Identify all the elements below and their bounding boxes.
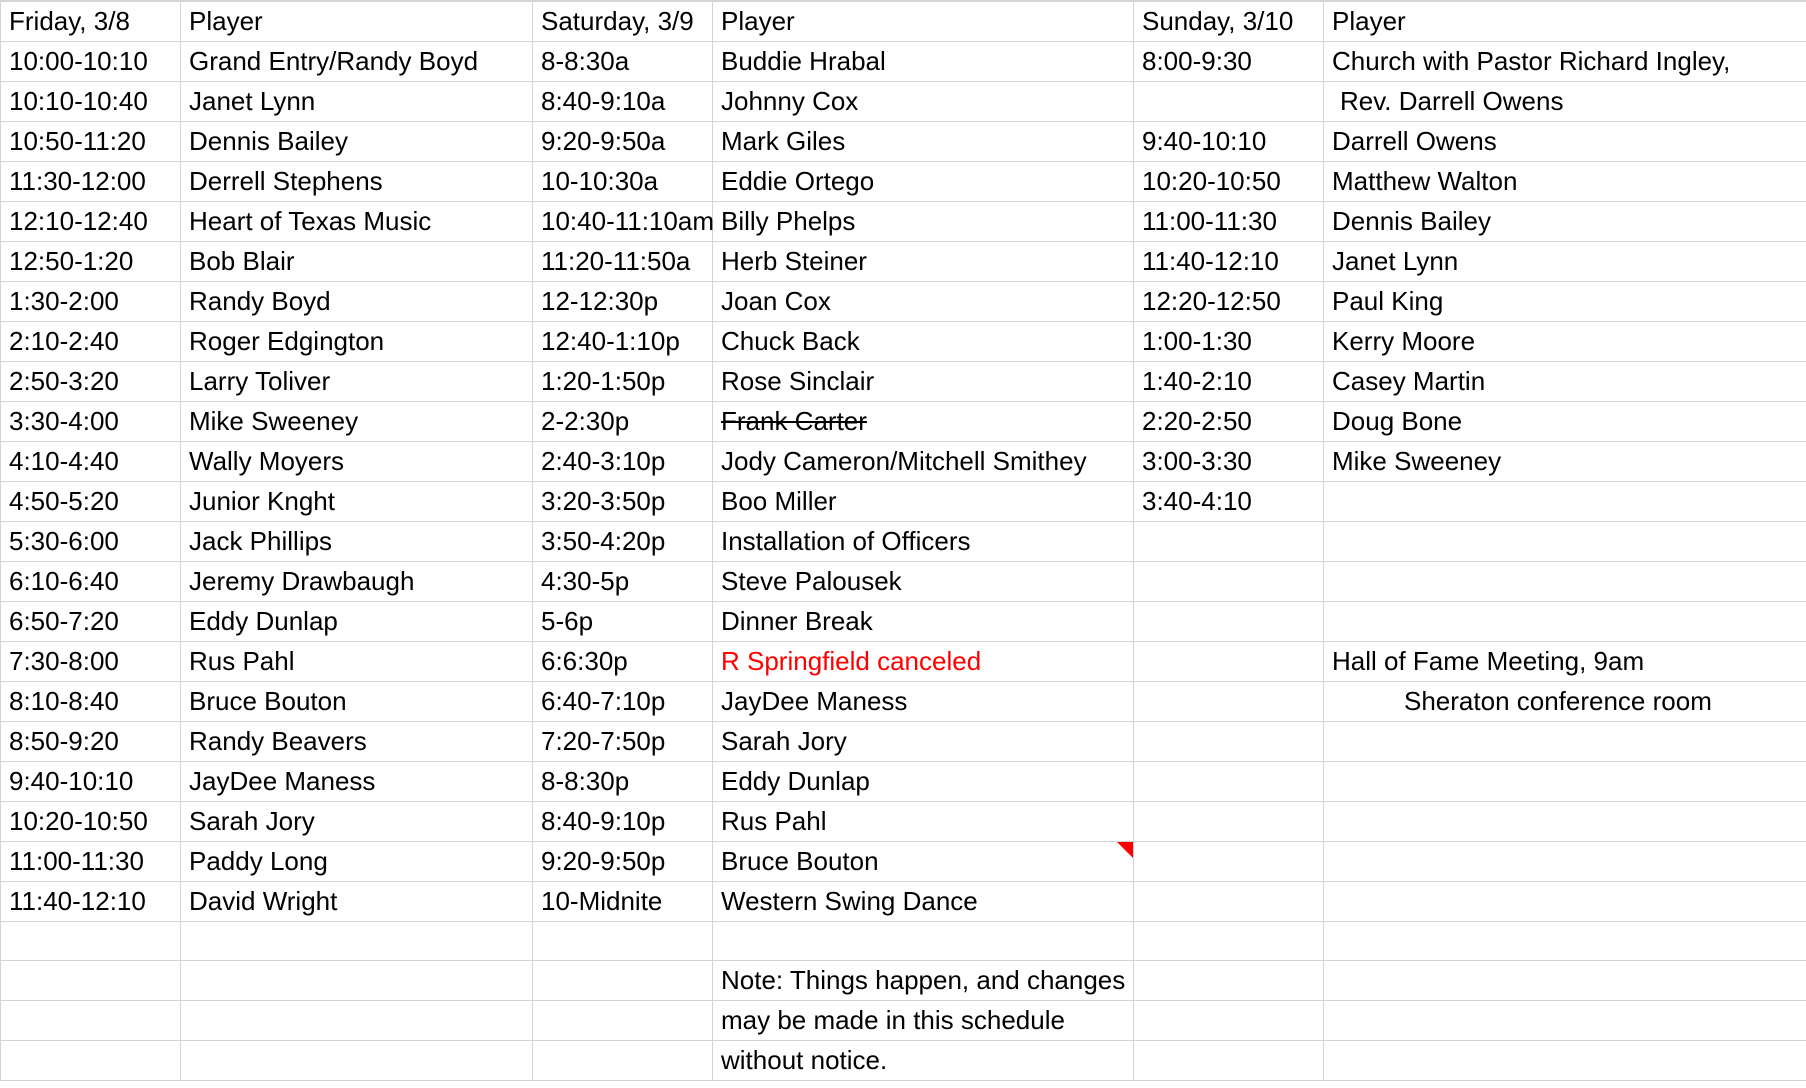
table-row: [1, 42, 1806, 82]
cell-sunday-player[interactable]: [1324, 482, 1806, 522]
table-row: [1, 882, 1806, 922]
cell-friday-player[interactable]: [181, 1041, 533, 1081]
table-row: [1, 1001, 1806, 1041]
cell-saturday-time[interactable]: 6:6:30p: [533, 642, 713, 682]
cell-saturday-player[interactable]: Rus Pahl: [713, 802, 1134, 842]
cell-friday-player[interactable]: David Wright: [181, 882, 533, 922]
cell-friday-player[interactable]: Wally Moyers: [181, 442, 533, 482]
cell-sunday-player[interactable]: Church with Pastor Richard Ingley,: [1324, 42, 1806, 82]
cell-sunday-time[interactable]: [1134, 1041, 1324, 1081]
cell-saturday-player[interactable]: Eddie Ortego: [713, 162, 1134, 202]
cell-saturday-time[interactable]: 8-8:30p: [533, 762, 713, 802]
cell-sunday-player[interactable]: [1324, 722, 1806, 762]
cell-friday-player[interactable]: Junior Knght: [181, 482, 533, 522]
cell-friday-time[interactable]: 11:00-11:30: [1, 842, 181, 882]
cell-saturday-time[interactable]: 7:20-7:50p: [533, 722, 713, 762]
cell-saturday-time[interactable]: 2:40-3:10p: [533, 442, 713, 482]
table-row: [1, 402, 1806, 442]
cell-friday-player[interactable]: Grand Entry/Randy Boyd: [181, 42, 533, 82]
cell-sunday-time[interactable]: [1134, 842, 1324, 882]
cell-friday-time[interactable]: 2:10-2:40: [1, 322, 181, 362]
cell-sunday-time[interactable]: [1134, 762, 1324, 802]
cell-saturday-player[interactable]: Frank Carter: [713, 402, 1134, 442]
cell-sunday-time[interactable]: [1134, 882, 1324, 922]
table-row: [1, 162, 1806, 202]
cell-text: Bruce Bouton: [721, 846, 879, 876]
cell-saturday-time[interactable]: 6:40-7:10p: [533, 682, 713, 722]
cell-saturday-player[interactable]: Chuck Back: [713, 322, 1134, 362]
cell-sunday-time[interactable]: 9:40-10:10: [1134, 122, 1324, 162]
cell-sunday-time[interactable]: 10:20-10:50: [1134, 162, 1324, 202]
cell-friday-time[interactable]: 6:50-7:20: [1, 602, 181, 642]
cell-friday-player[interactable]: Randy Boyd: [181, 282, 533, 322]
cell-sunday-time[interactable]: 8:00-9:30: [1134, 42, 1324, 82]
cell-friday-player[interactable]: Mike Sweeney: [181, 402, 533, 442]
cell-friday-time[interactable]: 4:50-5:20: [1, 482, 181, 522]
cell-friday-player[interactable]: Roger Edgington: [181, 322, 533, 362]
cell-saturday-time[interactable]: 12-12:30p: [533, 282, 713, 322]
cell-sunday-player[interactable]: Sheraton conference room: [1324, 682, 1806, 722]
table-row: [1, 242, 1806, 282]
cell-saturday-player[interactable]: Sarah Jory: [713, 722, 1134, 762]
cell-sunday-player[interactable]: Darrell Owens: [1324, 122, 1806, 162]
table-row: [1, 442, 1806, 482]
cell-friday-player[interactable]: Derrell Stephens: [181, 162, 533, 202]
table-row: [1, 642, 1806, 682]
cell-sunday-player[interactable]: [1324, 961, 1806, 1001]
cell-friday-player[interactable]: Dennis Bailey: [181, 122, 533, 162]
cell-sunday-player[interactable]: Dennis Bailey: [1324, 202, 1806, 242]
cell-friday-time[interactable]: 11:30-12:00: [1, 162, 181, 202]
cell-friday-time[interactable]: [1, 922, 181, 961]
cell-sunday-player[interactable]: Casey Martin: [1324, 362, 1806, 402]
cell-saturday-time[interactable]: [533, 961, 713, 1001]
cell-friday-time[interactable]: 1:30-2:00: [1, 282, 181, 322]
header-cell-friday-player[interactable]: Player: [181, 1, 533, 42]
cell-saturday-player[interactable]: without notice.: [713, 1041, 1134, 1081]
header-cell-saturday-time[interactable]: Saturday, 3/9: [533, 1, 713, 42]
cell-sunday-player[interactable]: Doug Bone: [1324, 402, 1806, 442]
cell-friday-player[interactable]: Rus Pahl: [181, 642, 533, 682]
cell-friday-time[interactable]: 10:20-10:50: [1, 802, 181, 842]
cell-saturday-player[interactable]: Herb Steiner: [713, 242, 1134, 282]
cell-sunday-time[interactable]: 12:20-12:50: [1134, 282, 1324, 322]
cell-saturday-player[interactable]: Note: Things happen, and changes: [713, 961, 1134, 1001]
cell-friday-time[interactable]: [1, 961, 181, 1001]
cell-saturday-player[interactable]: Jody Cameron/Mitchell Smithey: [713, 442, 1134, 482]
cell-saturday-time[interactable]: 12:40-1:10p: [533, 322, 713, 362]
table-row: [1, 522, 1806, 562]
table-row: [1, 322, 1806, 362]
table-row: [1, 682, 1806, 722]
cell-friday-time[interactable]: [1, 1001, 181, 1041]
cell-saturday-player[interactable]: JayDee Maness: [713, 682, 1134, 722]
cell-sunday-time[interactable]: [1134, 82, 1324, 122]
cell-sunday-time[interactable]: 1:00-1:30: [1134, 322, 1324, 362]
table-row: [1, 802, 1806, 842]
cell-friday-player[interactable]: Bruce Bouton: [181, 682, 533, 722]
cell-saturday-player[interactable]: [713, 922, 1134, 961]
cell-saturday-time[interactable]: 10-Midnite: [533, 882, 713, 922]
cell-saturday-time[interactable]: 10:40-11:10am: [533, 202, 713, 242]
cell-friday-time[interactable]: 10:50-11:20: [1, 122, 181, 162]
cell-friday-player[interactable]: Eddy Dunlap: [181, 602, 533, 642]
cell-friday-player[interactable]: Janet Lynn: [181, 82, 533, 122]
cell-saturday-time[interactable]: 8-8:30a: [533, 42, 713, 82]
cell-friday-time[interactable]: 9:40-10:10: [1, 762, 181, 802]
cell-saturday-player[interactable]: Dinner Break: [713, 602, 1134, 642]
cell-sunday-player[interactable]: Janet Lynn: [1324, 242, 1806, 282]
cell-sunday-time[interactable]: 1:40-2:10: [1134, 362, 1324, 402]
cell-saturday-time[interactable]: 9:20-9:50a: [533, 122, 713, 162]
table-row: [1, 122, 1806, 162]
cell-sunday-player[interactable]: [1324, 602, 1806, 642]
cell-sunday-player[interactable]: [1324, 802, 1806, 842]
cell-saturday-time[interactable]: 8:40-9:10a: [533, 82, 713, 122]
table-row: [1, 722, 1806, 762]
header-cell-sunday-time[interactable]: Sunday, 3/10: [1134, 1, 1324, 42]
cell-friday-player[interactable]: Randy Beavers: [181, 722, 533, 762]
cell-sunday-time[interactable]: [1134, 961, 1324, 1001]
table-row: [1, 202, 1806, 242]
header-cell-saturday-player[interactable]: Player: [713, 1, 1134, 42]
header-row: [1, 1, 1806, 42]
cell-saturday-time[interactable]: 11:20-11:50a: [533, 242, 713, 282]
cell-sunday-player[interactable]: Hall of Fame Meeting, 9am: [1324, 642, 1806, 682]
cell-sunday-time[interactable]: 3:40-4:10: [1134, 482, 1324, 522]
cell-sunday-time[interactable]: 3:00-3:30: [1134, 442, 1324, 482]
table-row: [1, 961, 1806, 1001]
cell-saturday-player[interactable]: R Springfield canceled: [713, 642, 1134, 682]
header-cell-friday-time[interactable]: Friday, 3/8: [1, 1, 181, 42]
cell-saturday-time[interactable]: [533, 1041, 713, 1081]
cell-saturday-player[interactable]: Eddy Dunlap: [713, 762, 1134, 802]
cell-sunday-time[interactable]: [1134, 522, 1324, 562]
cell-friday-time[interactable]: 12:10-12:40: [1, 202, 181, 242]
comment-indicator-icon[interactable]: [1117, 842, 1133, 858]
cell-friday-time[interactable]: 8:50-9:20: [1, 722, 181, 762]
cell-saturday-player[interactable]: may be made in this schedule: [713, 1001, 1134, 1041]
cell-saturday-time[interactable]: 5-6p: [533, 602, 713, 642]
cell-saturday-time[interactable]: 1:20-1:50p: [533, 362, 713, 402]
cell-friday-time[interactable]: 4:10-4:40: [1, 442, 181, 482]
cell-saturday-player[interactable]: Mark Giles: [713, 122, 1134, 162]
cell-friday-player[interactable]: Heart of Texas Music: [181, 202, 533, 242]
cell-sunday-time[interactable]: 11:40-12:10: [1134, 242, 1324, 282]
cell-sunday-time[interactable]: 2:20-2:50: [1134, 402, 1324, 442]
table-row: [1, 482, 1806, 522]
table-row: [1, 1041, 1806, 1081]
cell-sunday-player[interactable]: Mike Sweeney: [1324, 442, 1806, 482]
cell-sunday-player[interactable]: [1324, 522, 1806, 562]
cell-saturday-player[interactable]: [713, 842, 1134, 882]
cell-sunday-player[interactable]: [1324, 1001, 1806, 1041]
cell-saturday-time[interactable]: [533, 1001, 713, 1041]
cell-saturday-time[interactable]: 2-2:30p: [533, 402, 713, 442]
cell-sunday-player[interactable]: [1324, 922, 1806, 961]
cell-friday-player[interactable]: JayDee Maness: [181, 762, 533, 802]
cell-friday-player[interactable]: Jeremy Drawbaugh: [181, 562, 533, 602]
cell-saturday-time[interactable]: 3:50-4:20p: [533, 522, 713, 562]
cell-saturday-time[interactable]: 9:20-9:50p: [533, 842, 713, 882]
cell-friday-player[interactable]: Sarah Jory: [181, 802, 533, 842]
table-row: [1, 602, 1806, 642]
cell-saturday-player[interactable]: Johnny Cox: [713, 82, 1134, 122]
cell-sunday-time[interactable]: [1134, 1001, 1324, 1041]
table-row: [1, 562, 1806, 602]
cell-friday-time[interactable]: 7:30-8:00: [1, 642, 181, 682]
cell-friday-player[interactable]: Bob Blair: [181, 242, 533, 282]
cell-sunday-time[interactable]: 11:00-11:30: [1134, 202, 1324, 242]
cell-saturday-time[interactable]: [533, 922, 713, 961]
cell-saturday-player[interactable]: Joan Cox: [713, 282, 1134, 322]
cell-friday-player[interactable]: [181, 922, 533, 961]
cell-sunday-player[interactable]: [1324, 562, 1806, 602]
cell-sunday-player[interactable]: Rev. Darrell Owens: [1324, 82, 1806, 122]
cell-sunday-player[interactable]: Kerry Moore: [1324, 322, 1806, 362]
cell-saturday-player[interactable]: Rose Sinclair: [713, 362, 1134, 402]
cell-sunday-player[interactable]: Paul King: [1324, 282, 1806, 322]
table-row: [1, 82, 1806, 122]
cell-sunday-time[interactable]: [1134, 802, 1324, 842]
cell-saturday-player[interactable]: Installation of Officers: [713, 522, 1134, 562]
cell-sunday-time[interactable]: [1134, 562, 1324, 602]
cell-sunday-time[interactable]: [1134, 682, 1324, 722]
table-row: [1, 922, 1806, 961]
cell-saturday-player[interactable]: Billy Phelps: [713, 202, 1134, 242]
cell-friday-time[interactable]: [1, 1041, 181, 1081]
cell-saturday-time[interactable]: 4:30-5p: [533, 562, 713, 602]
cell-sunday-player[interactable]: [1324, 842, 1806, 882]
cell-saturday-player[interactable]: Steve Palousek: [713, 562, 1134, 602]
header-cell-sunday-player[interactable]: Player: [1324, 1, 1806, 42]
cell-friday-player[interactable]: Paddy Long: [181, 842, 533, 882]
cell-sunday-time[interactable]: [1134, 922, 1324, 961]
cell-sunday-player[interactable]: [1324, 882, 1806, 922]
cell-sunday-player[interactable]: Matthew Walton: [1324, 162, 1806, 202]
cell-friday-time[interactable]: 8:10-8:40: [1, 682, 181, 722]
cell-friday-player[interactable]: Jack Phillips: [181, 522, 533, 562]
cell-friday-player[interactable]: [181, 1001, 533, 1041]
cell-friday-time[interactable]: 10:10-10:40: [1, 82, 181, 122]
cell-sunday-player[interactable]: [1324, 762, 1806, 802]
spreadsheet-body: [1, 1, 1806, 1081]
cell-friday-player[interactable]: [181, 961, 533, 1001]
table-row: [1, 282, 1806, 322]
cell-sunday-time[interactable]: [1134, 642, 1324, 682]
cell-sunday-time[interactable]: [1134, 602, 1324, 642]
cell-saturday-player[interactable]: Boo Miller: [713, 482, 1134, 522]
cell-sunday-player[interactable]: [1324, 1041, 1806, 1081]
cell-friday-time[interactable]: 12:50-1:20: [1, 242, 181, 282]
cell-saturday-time[interactable]: 8:40-9:10p: [533, 802, 713, 842]
cell-friday-time[interactable]: 10:00-10:10: [1, 42, 181, 82]
cell-friday-player[interactable]: Larry Toliver: [181, 362, 533, 402]
table-row: [1, 362, 1806, 402]
cell-saturday-player[interactable]: Western Swing Dance: [713, 882, 1134, 922]
cell-friday-time[interactable]: 6:10-6:40: [1, 562, 181, 602]
cell-saturday-time[interactable]: 3:20-3:50p: [533, 482, 713, 522]
cell-saturday-time[interactable]: 10-10:30a: [533, 162, 713, 202]
cell-friday-time[interactable]: 2:50-3:20: [1, 362, 181, 402]
cell-sunday-time[interactable]: [1134, 722, 1324, 762]
cell-saturday-player[interactable]: Buddie Hrabal: [713, 42, 1134, 82]
table-row: [1, 842, 1806, 882]
cell-friday-time[interactable]: 3:30-4:00: [1, 402, 181, 442]
table-row: [1, 762, 1806, 802]
cell-friday-time[interactable]: 11:40-12:10: [1, 882, 181, 922]
cell-friday-time[interactable]: 5:30-6:00: [1, 522, 181, 562]
